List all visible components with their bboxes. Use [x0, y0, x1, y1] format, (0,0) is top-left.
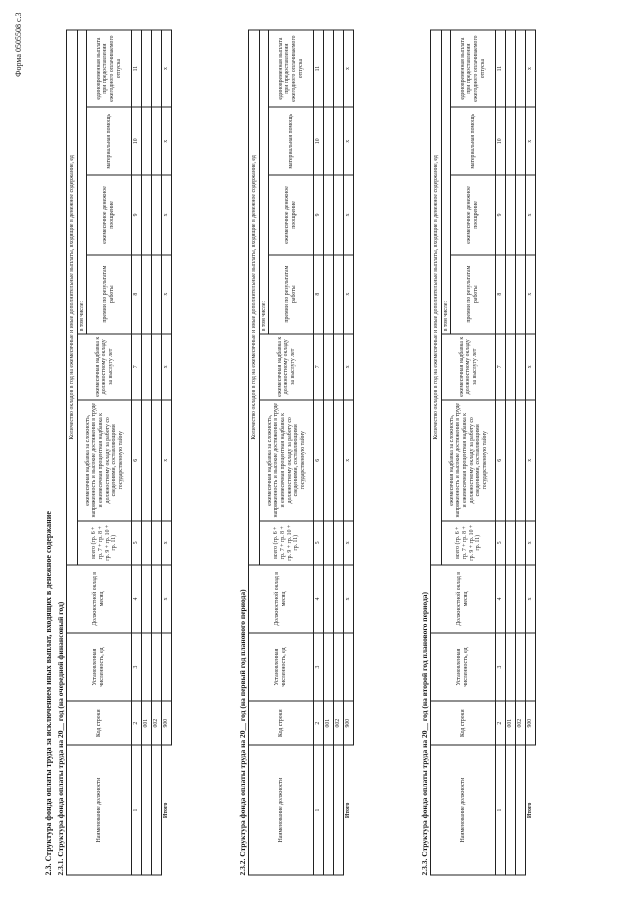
- header-headcount: Установленная численность, ед: [249, 632, 314, 700]
- header-col10: материальная помощь: [87, 107, 132, 175]
- value-cell: [516, 333, 526, 399]
- form-code: Форма 0505508 с.3: [14, 12, 23, 77]
- value-cell: [516, 632, 526, 700]
- value-cell: [516, 30, 526, 107]
- column-number: 9: [132, 175, 142, 254]
- value-cell: [324, 30, 334, 107]
- column-number: 7: [496, 333, 506, 399]
- section-2-3-3: [420, 29, 536, 875]
- table-row: [516, 30, 526, 875]
- value-cell: [324, 333, 334, 399]
- total-value: x: [162, 30, 172, 107]
- value-cell: [506, 632, 516, 700]
- header-in-that: в том числе:: [442, 30, 451, 334]
- column-number: 10: [496, 107, 506, 175]
- total-value: x: [162, 520, 172, 564]
- column-number: 3: [314, 632, 324, 700]
- column-number: 1: [496, 745, 506, 875]
- value-cell: [506, 564, 516, 632]
- value-cell: [324, 107, 334, 175]
- row-code-cell: 002: [516, 701, 526, 745]
- value-cell: [334, 107, 344, 175]
- value-cell: [506, 175, 516, 254]
- column-number: 4: [132, 564, 142, 632]
- value-cell: [324, 520, 334, 564]
- value-cell: [516, 399, 526, 520]
- header-total: всего (гр. 6 + гр. 7 + гр. 8 + гр. 9 + гр. 10 + гр. 11): [78, 520, 132, 564]
- total-value: x: [526, 107, 536, 175]
- header-col8: премии по результатам работы: [87, 254, 132, 333]
- value-cell: [142, 399, 152, 520]
- header-salary: Должностной оклад в месяц: [431, 564, 496, 632]
- value-cell: [334, 520, 344, 564]
- column-number: 7: [314, 333, 324, 399]
- value-cell: [142, 520, 152, 564]
- value-cell: [334, 333, 344, 399]
- header-row-code: Код строки: [67, 701, 132, 745]
- total-value: x: [526, 175, 536, 254]
- table-row: [142, 30, 152, 875]
- value-cell: [152, 175, 162, 254]
- value-cell: [506, 254, 516, 333]
- column-number: 2: [496, 701, 506, 745]
- total-value: x: [526, 564, 536, 632]
- header-col11: единовременная выплата при предоставлении ежегодного оплачиваемого отпуска: [451, 30, 496, 107]
- column-number: 11: [132, 30, 142, 107]
- value-cell: [516, 254, 526, 333]
- total-value: x: [526, 30, 536, 107]
- value-cell: [506, 30, 516, 107]
- section-2-3-1: [56, 29, 172, 875]
- column-number: 8: [132, 254, 142, 333]
- value-cell: [334, 30, 344, 107]
- value-cell: [142, 632, 152, 700]
- total-value: x: [344, 175, 354, 254]
- column-number: 5: [132, 520, 142, 564]
- header-total: всего (гр. 6 + гр. 7 + гр. 8 + гр. 9 + гр. 10 + гр. 11): [260, 520, 314, 564]
- table-row: [506, 30, 516, 875]
- value-cell: [334, 564, 344, 632]
- total-code: 900: [162, 701, 172, 745]
- column-number: 5: [496, 520, 506, 564]
- value-cell: [142, 107, 152, 175]
- column-number: 7: [132, 333, 142, 399]
- value-cell: [324, 175, 334, 254]
- header-col8: премии по результатам работы: [451, 254, 496, 333]
- row-code-cell: 001: [506, 701, 516, 745]
- column-number: 10: [314, 107, 324, 175]
- salary-structure-table: [430, 29, 536, 875]
- value-cell: [152, 254, 162, 333]
- header-group: Количество окладов в год на ежемесячные и иные дополнительные выплаты, входящие в денежное содержание, ед: [249, 30, 260, 565]
- header-headcount: Установленная численность, ед: [431, 632, 496, 700]
- total-value: x: [162, 175, 172, 254]
- total-value: x: [344, 107, 354, 175]
- header-col7: ежемесячная надбавка к должностному окладу за выслугу лет: [260, 333, 314, 399]
- column-number: 1: [132, 745, 142, 875]
- header-salary: Должностной оклад в месяц: [67, 564, 132, 632]
- value-cell: [334, 254, 344, 333]
- header-salary: Должностной оклад в месяц: [249, 564, 314, 632]
- column-number: 9: [496, 175, 506, 254]
- total-value: x: [344, 333, 354, 399]
- header-in-that: в том числе:: [78, 30, 87, 334]
- section-title: 2.3.2. Структура фонда оплаты труда на 20__ год (на первый год планового периода): [238, 588, 247, 875]
- header-col6: ежемесячная надбавка за сложность, напряженность и высокие достижения в труде и ежемесячная процентная надбавка к должностному окладу за работу со сведениями, составляющими государственную тайну: [260, 399, 314, 520]
- value-cell: [142, 254, 152, 333]
- total-code: 900: [344, 701, 354, 745]
- header-col9: ежемесячное денежное поощрение: [269, 175, 314, 254]
- header-row-code: Код строки: [249, 701, 314, 745]
- header-total: всего (гр. 6 + гр. 7 + гр. 8 + гр. 9 + гр. 10 + гр. 11): [442, 520, 496, 564]
- header-col10: материальная помощь: [451, 107, 496, 175]
- header-group: Количество окладов в год на ежемесячные и иные дополнительные выплаты, входящие в денежное содержание, ед: [67, 30, 78, 565]
- value-cell: [142, 175, 152, 254]
- header-col10: материальная помощь: [269, 107, 314, 175]
- header-col6: ежемесячная надбавка за сложность, напряженность и высокие достижения в труде и ежемесячная процентная надбавка к должностному окладу за работу со сведениями, составляющими государственную тайну: [78, 399, 132, 520]
- value-cell: [506, 107, 516, 175]
- column-number: 4: [314, 564, 324, 632]
- header-col11: единовременная выплата при предоставлении ежегодного оплачиваемого отпуска: [269, 30, 314, 107]
- column-number: 3: [496, 632, 506, 700]
- value-cell: [334, 175, 344, 254]
- position-cell: [142, 745, 152, 875]
- header-col7: ежемесячная надбавка к должностному окладу за выслугу лет: [78, 333, 132, 399]
- value-cell: [324, 399, 334, 520]
- value-cell: [152, 632, 162, 700]
- table-row: [152, 30, 162, 875]
- header-col8: премии по результатам работы: [269, 254, 314, 333]
- header-headcount: Установленная численность, ед: [67, 632, 132, 700]
- value-cell: [152, 564, 162, 632]
- row-code-cell: 001: [142, 701, 152, 745]
- column-number: 3: [132, 632, 142, 700]
- value-cell: [516, 520, 526, 564]
- total-value: x: [162, 333, 172, 399]
- table-row: [324, 30, 334, 875]
- total-value: [162, 632, 172, 700]
- value-cell: [516, 107, 526, 175]
- table-row: [334, 30, 344, 875]
- total-value: x: [526, 254, 536, 333]
- value-cell: [152, 399, 162, 520]
- value-cell: [506, 399, 516, 520]
- total-value: x: [344, 399, 354, 520]
- column-number: 10: [132, 107, 142, 175]
- header-col6: ежемесячная надбавка за сложность, напряженность и высокие достижения в труде и ежемесячная процентная надбавка к должностному окладу за работу со сведениями, составляющими государственную тайну: [442, 399, 496, 520]
- position-cell: [516, 745, 526, 875]
- total-value: x: [344, 254, 354, 333]
- value-cell: [334, 399, 344, 520]
- total-value: x: [344, 30, 354, 107]
- column-number: 11: [496, 30, 506, 107]
- column-number: 1: [314, 745, 324, 875]
- total-value: x: [344, 520, 354, 564]
- total-value: x: [162, 254, 172, 333]
- total-value: [344, 632, 354, 700]
- header-in-that: в том числе:: [260, 30, 269, 334]
- value-cell: [142, 564, 152, 632]
- total-label: Итого: [162, 745, 172, 875]
- header-col9: ежемесячное денежное поощрение: [87, 175, 132, 254]
- main-title: 2.3. Структура фонда оплаты труда за исключением иных выплат, входящих в денежное содержание: [44, 510, 53, 875]
- column-number: 4: [496, 564, 506, 632]
- salary-structure-table: [248, 29, 354, 875]
- value-cell: [516, 564, 526, 632]
- value-cell: [142, 333, 152, 399]
- section-title: 2.3.1. Структура фонда оплаты труда на 20__ год (на очередной финансовый год): [56, 601, 65, 875]
- salary-structure-table: [66, 29, 172, 875]
- row-code-cell: 002: [152, 701, 162, 745]
- value-cell: [142, 30, 152, 107]
- total-value: x: [526, 520, 536, 564]
- value-cell: [506, 333, 516, 399]
- header-position: Наименование должности: [249, 745, 314, 875]
- header-col9: ежемесячное денежное поощрение: [451, 175, 496, 254]
- value-cell: [152, 520, 162, 564]
- column-number: 8: [496, 254, 506, 333]
- value-cell: [324, 632, 334, 700]
- header-row-code: Код строки: [431, 701, 496, 745]
- total-value: x: [526, 333, 536, 399]
- column-number: 6: [132, 399, 142, 520]
- column-number: 2: [132, 701, 142, 745]
- column-number: 8: [314, 254, 324, 333]
- position-cell: [324, 745, 334, 875]
- value-cell: [516, 175, 526, 254]
- total-value: x: [344, 564, 354, 632]
- header-position: Наименование должности: [67, 745, 132, 875]
- column-number: 11: [314, 30, 324, 107]
- position-cell: [334, 745, 344, 875]
- header-group: Количество окладов в год на ежемесячные и иные дополнительные выплаты, входящие в денежное содержание, ед: [431, 30, 442, 565]
- total-label: Итого: [344, 745, 354, 875]
- total-value: x: [162, 107, 172, 175]
- total-row: [526, 30, 536, 875]
- total-row: [344, 30, 354, 875]
- position-cell: [152, 745, 162, 875]
- value-cell: [324, 254, 334, 333]
- total-value: x: [526, 399, 536, 520]
- position-cell: [506, 745, 516, 875]
- value-cell: [506, 520, 516, 564]
- header-col11: единовременная выплата при предоставлении ежегодного оплачиваемого отпуска: [87, 30, 132, 107]
- value-cell: [324, 564, 334, 632]
- total-value: x: [162, 564, 172, 632]
- total-value: [526, 632, 536, 700]
- column-number: 9: [314, 175, 324, 254]
- header-col7: ежемесячная надбавка к должностному окладу за выслугу лет: [442, 333, 496, 399]
- total-label: Итого: [526, 745, 536, 875]
- column-number: 5: [314, 520, 324, 564]
- total-value: x: [162, 399, 172, 520]
- header-position: Наименование должности: [431, 745, 496, 875]
- value-cell: [152, 107, 162, 175]
- value-cell: [152, 333, 162, 399]
- total-row: [162, 30, 172, 875]
- section-2-3-2: [238, 29, 354, 875]
- row-code-cell: 001: [324, 701, 334, 745]
- section-title: 2.3.3. Структура фонда оплаты труда на 20__ год (на второй год планового периода): [420, 591, 429, 875]
- column-number: 6: [496, 399, 506, 520]
- total-code: 900: [526, 701, 536, 745]
- value-cell: [152, 30, 162, 107]
- column-number: 2: [314, 701, 324, 745]
- column-number: 6: [314, 399, 324, 520]
- value-cell: [334, 632, 344, 700]
- row-code-cell: 002: [334, 701, 344, 745]
